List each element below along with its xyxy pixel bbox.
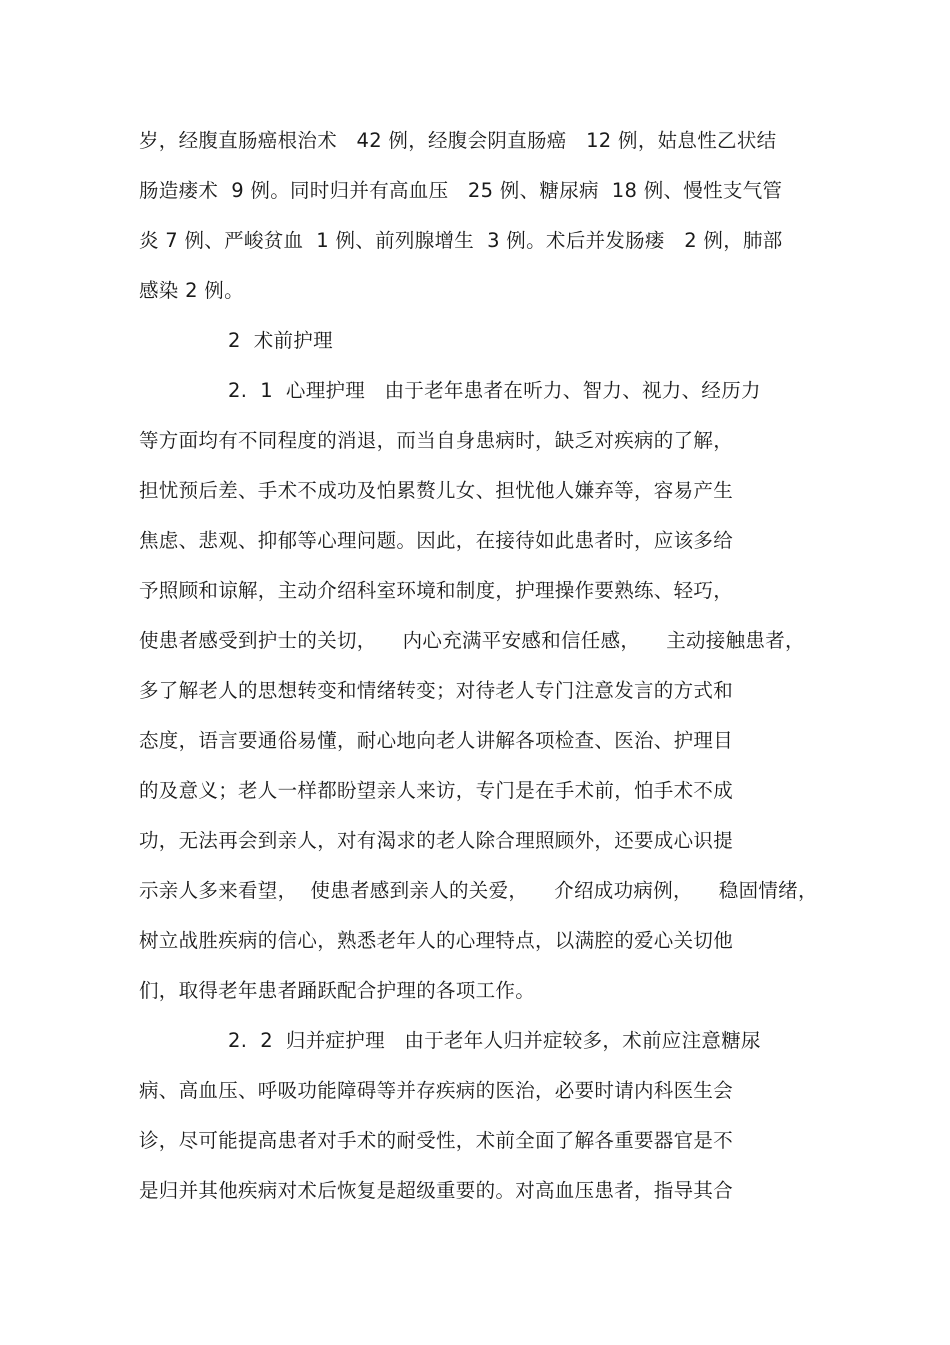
text-line: 等方面均有不同程度的消退，而当自身患病时，缺乏对疾病的了解，: [139, 429, 734, 452]
text-line: 们，取得老年患者踊跃配合护理的各项工作。: [139, 979, 536, 1002]
text-line: 示亲人多来看望， 使患者感到亲人的关爱， 介绍成功病例， 稳固情绪，: [139, 879, 818, 902]
text-line: 岁，经腹直肠癌根治术 42 例，经腹会阴直肠癌 12 例，姑息性乙状结: [139, 129, 777, 152]
text-line: 功，无法再会到亲人，对有渴求的老人除合理照顾外，还要成心识提: [139, 829, 734, 852]
text-line: 树立战胜疾病的信心，熟悉老年人的心理特点，以满腔的爱心关切他: [139, 929, 734, 952]
text-line: 病、高血压、呼吸功能障碍等并存疾病的医治，必要时请内科医生会: [139, 1079, 734, 1102]
text-line: 是归并其他疾病对术后恢复是超级重要的。对高血压患者，指导其合: [139, 1179, 734, 1202]
subsection-heading: 2. 1 心理护理 由于老年患者在听力、智力、视力、经历力: [228, 379, 761, 402]
text-line: 的及意义；老人一样都盼望亲人来访，专门是在手术前，怕手术不成: [139, 779, 734, 802]
subsection-heading: 2. 2 归并症护理 由于老年人归并症较多，术前应注意糖尿: [228, 1029, 761, 1052]
text-line: 担忧预后差、手术不成功及怕累赘儿女、担忧他人嫌弃等，容易产生: [139, 479, 734, 502]
text-line: 诊，尽可能提高患者对手术的耐受性，术前全面了解各重要器官是不: [139, 1129, 734, 1152]
text-line: 焦虑、悲观、抑郁等心理问题。因此，在接待如此患者时，应该多给: [139, 529, 734, 552]
text-line: 肠造瘘术 9 例。同时归并有高血压 25 例、糖尿病 18 例、慢性支气管: [139, 179, 783, 202]
text-line: 感染 2 例。: [139, 279, 244, 302]
text-line: 多了解老人的思想转变和情绪转变；对待老人专门注意发言的方式和: [139, 679, 734, 702]
text-line: 态度，语言要通俗易懂，耐心地向老人讲解各项检查、医治、护理目: [139, 729, 734, 752]
text-line: 予照顾和谅解，主动介绍科室环境和制度，护理操作要熟练、轻巧，: [139, 579, 734, 602]
section-heading: 2 术前护理: [228, 329, 333, 352]
text-line: 炎 7 例、严峻贫血 1 例、前列腺增生 3 例。术后并发肠瘘 2 例，肺部: [139, 229, 783, 252]
text-line: 使患者感受到护士的关切， 内心充满平安感和信任感， 主动接触患者，: [139, 629, 805, 652]
